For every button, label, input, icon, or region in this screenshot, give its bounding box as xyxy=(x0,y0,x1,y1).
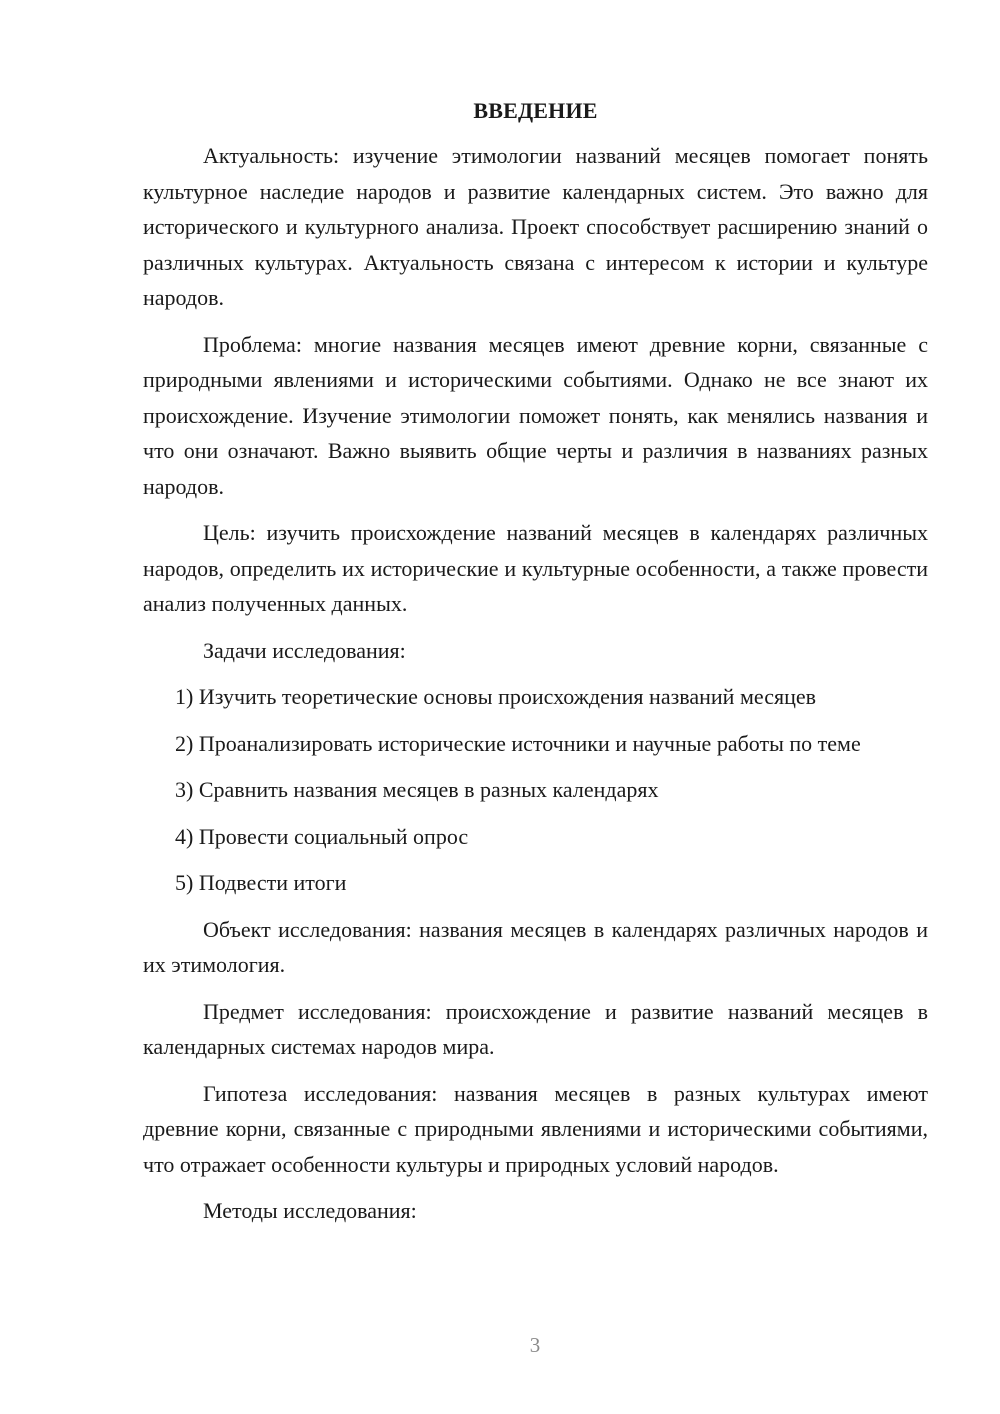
methods-heading: Методы исследования: xyxy=(203,1198,417,1223)
task-item-3: 3) Сравнить названия месяцев в разных календарях xyxy=(175,777,659,802)
paragraph-object: Объект исследования: названия месяцев в календарях различных народов и их этимология. xyxy=(143,916,928,977)
paragraph-problem: Проблема: многие названия месяцев имеют древние корни, связанные с природными явлениями и историческими событиями. Однако не все знают их происхождение. Изучение этимологии поможет понять, как менялись названия и что они означают. Важно выявить общие черты и различия в названиях разных народов. xyxy=(143,331,928,499)
page-content xyxy=(143,94,928,1240)
task-item-2: 2) Проанализировать исторические источники и научные работы по теме xyxy=(175,730,861,756)
task-item-1: 1) Изучить теоретические основы происхождения названий месяцев xyxy=(175,684,816,709)
tasks-heading: Задачи исследования: xyxy=(203,637,406,663)
task-item-5: 5) Подвести итоги xyxy=(175,870,347,895)
section-title: ВВЕДЕНИЕ xyxy=(473,98,598,123)
paragraph-goal: Цель: изучить происхождение названий месяцев в календарях различных народов, определить их исторические и культурные особенности, а также провести анализ полученных данных. xyxy=(143,520,928,616)
paragraph-hypothesis: Гипотеза исследования: названия месяцев в разных культурах имеют древние корни, связанные с природными явлениями и историческими событиями, что отражает особенности культуры и природных условий народов. xyxy=(143,1080,928,1177)
page-number: 3 xyxy=(529,1333,541,1357)
paragraph-subject: Предмет исследования: происхождение и развитие названий месяцев в календарных системах народов мира. xyxy=(143,998,928,1059)
task-item-4: 4) Провести социальный опрос xyxy=(175,823,469,849)
paragraph-relevance: Актуальность: изучение этимологии названий месяцев помогает понять культурное наследие народов и развитие календарных систем. Это важно для исторического и культурного анализа. Проект способствует расширению знаний о различных культурах. Актуальность связана с интересом к истории и культуре народов. xyxy=(143,143,928,310)
